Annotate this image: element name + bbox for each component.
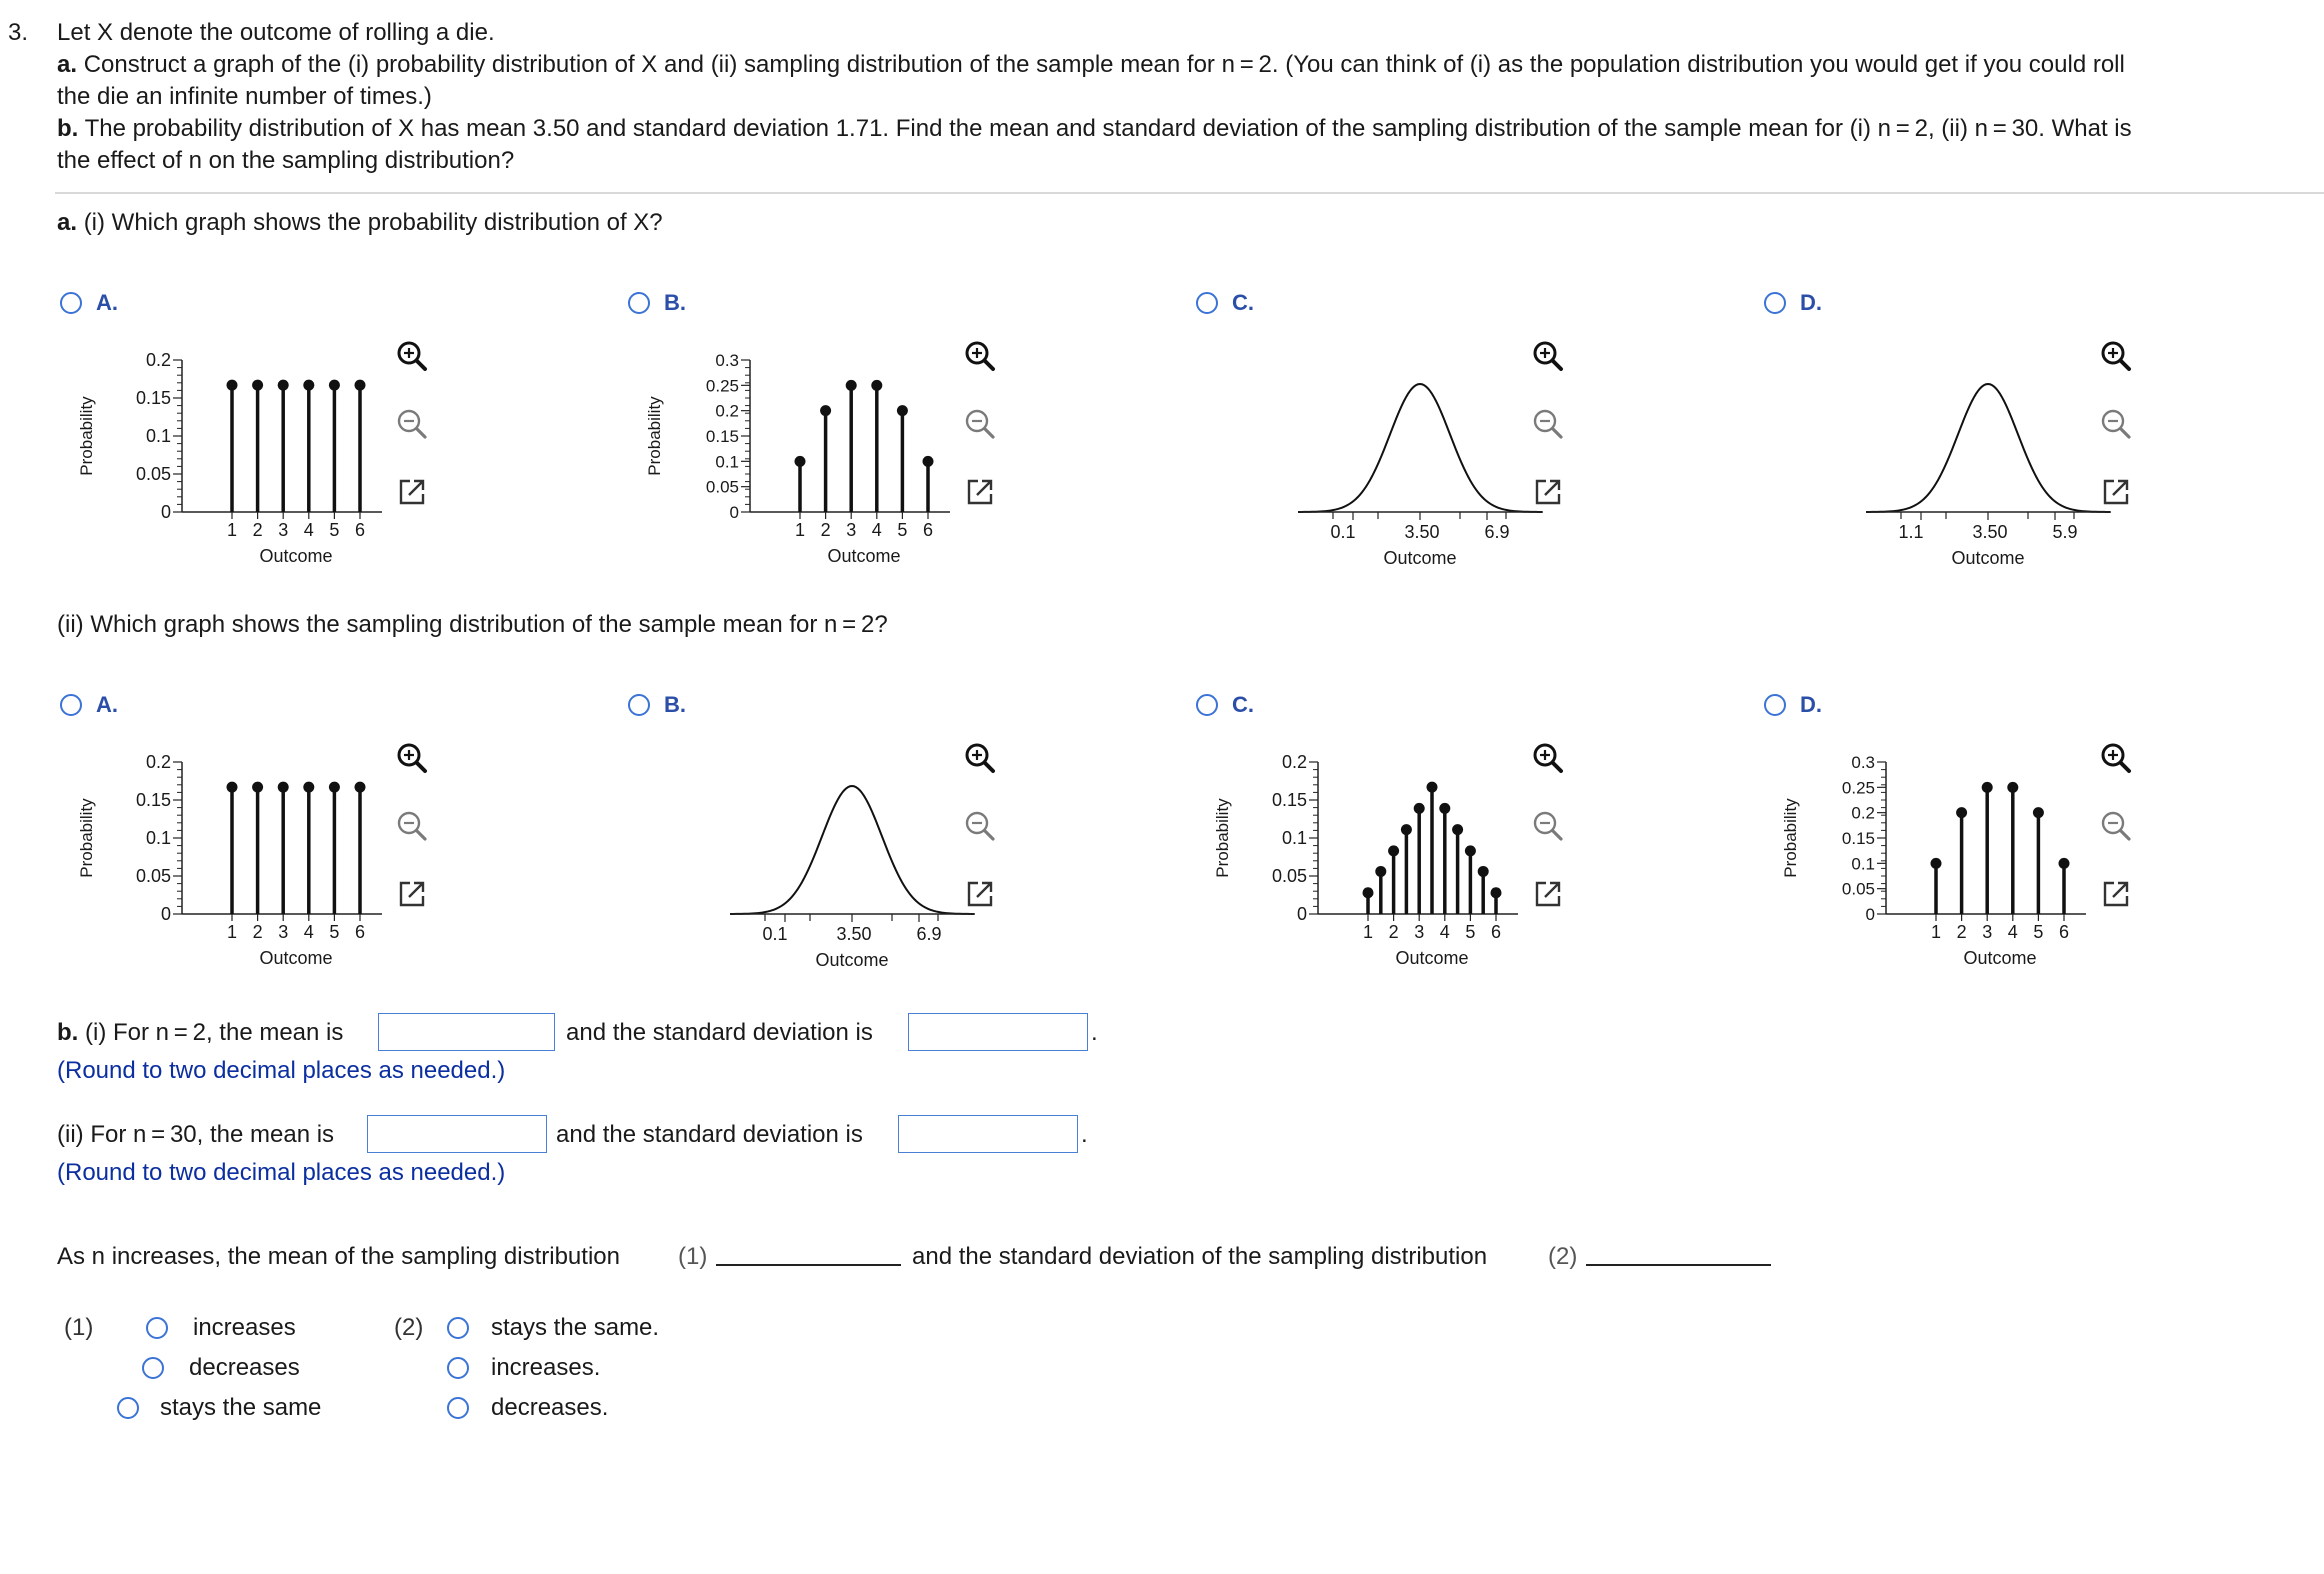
divider [55,192,2324,194]
part-b-ii-mid: and the standard deviation is [556,1121,863,1148]
zoom-out-icon [1528,806,1568,846]
zoom-out-button[interactable] [390,402,434,446]
option-b-prob-dist[interactable] [628,290,686,316]
effect-text-2: and the standard deviation of the sampling distribution [912,1243,1488,1270]
zoom-out-icon [960,404,1000,444]
stem-point [1414,803,1425,814]
sub-a-i-text: (i) Which graph shows the probability distribution of X? [83,209,663,236]
option-letter: C. [1232,692,1254,717]
y-axis-label: Probability [77,396,96,476]
x-tick-label: 3.50 [1972,522,2008,542]
stem-point [2059,858,2070,869]
radio-button[interactable] [142,1357,164,1379]
stem-point [1439,803,1450,814]
x-tick-label: 1 [1930,922,1942,942]
arrow [1545,883,1559,897]
handle [2121,429,2130,438]
handle [1553,429,1562,438]
y-tick-label: 0.25 [705,376,739,396]
x-tick-label: 5 [329,922,340,942]
choice-1-stays[interactable] [117,1397,139,1424]
y-tick-label: 0.1 [1851,854,1875,874]
x-tick-label: 5 [329,520,340,540]
choice-1-increases-label[interactable]: increases [193,1314,296,1341]
stem-point [2033,807,2044,818]
part-b-i-mid: and the standard deviation is [566,1019,873,1046]
part-b-i-label: b. [57,1019,79,1046]
y-tick-label: 0.05 [1271,866,1307,886]
arrow [409,883,423,897]
arrow [409,481,423,495]
popout-icon [392,874,432,914]
x-tick-label: 6 [922,520,934,540]
handle [417,831,426,840]
option-letter: D. [1800,290,1822,315]
normal-curve [1298,384,1542,512]
handle [985,831,994,840]
popout-icon [960,472,1000,512]
choice-2-increases-label[interactable]: increases. [491,1354,601,1381]
y-tick-label: 0.2 [145,350,171,370]
stem-point [252,782,263,793]
blank-2-line[interactable] [1586,1264,1771,1266]
x-tick-label: 5.9 [2052,522,2078,542]
part-a-description [57,49,2125,81]
y-tick-label: 0.05 [705,477,739,497]
x-tick-label: 3 [1414,922,1425,942]
stem-point [820,405,831,416]
zoom-out-icon [2096,404,2136,444]
popout-button[interactable] [390,872,434,916]
zoom-in-icon [2096,336,2136,376]
handle [2121,831,2130,840]
x-tick-label: 6.9 [1484,522,1510,542]
stem-point [1375,866,1386,877]
handle [985,763,994,772]
part-b-i-text: (i) For n = 2, the mean is [85,1019,344,1046]
radio-button[interactable] [628,292,650,314]
part-b-i-prefix [57,1017,343,1049]
option-c-sampling-dist[interactable] [1196,692,1254,718]
handle [417,361,426,370]
zoom-in-button[interactable] [2094,334,2138,378]
zoom-out-icon [392,404,432,444]
handle [417,429,426,438]
stem-point [303,380,314,391]
part-a-label: a. [57,51,78,78]
n2-mean-input[interactable] [378,1013,555,1051]
x-tick-label: 1.1 [1898,522,1924,542]
y-tick-label: 0 [160,502,171,522]
zoom-in-button[interactable] [1526,736,1570,780]
part-b-label: b. [57,115,79,142]
zoom-out-button[interactable] [390,804,434,848]
zoom-in-button[interactable] [390,334,434,378]
chart-r2B [630,732,990,982]
x-axis-label: Outcome [1963,948,2037,968]
y-tick-label: 0.2 [1281,752,1307,772]
round-note-2: (Round to two decimal places as needed.) [57,1159,506,1186]
stem-point [1491,887,1502,898]
zoom-out-icon [392,806,432,846]
blank-1-line[interactable] [716,1264,901,1266]
popout-button[interactable] [390,470,434,514]
option-letter: C. [1232,290,1254,315]
x-axis-label: Outcome [1383,548,1457,568]
choice-2-stays-label[interactable]: stays the same. [491,1314,660,1341]
question-stem: Let X denote the outcome of rolling a die. [57,19,495,46]
zoom-in-button[interactable] [958,736,1002,780]
choice-2-increases[interactable] [447,1357,469,1384]
stem-point [897,405,908,416]
y-tick-label: 0.1 [145,426,171,446]
choice-2-decreases[interactable] [447,1397,469,1424]
zoom-in-button[interactable] [2094,736,2138,780]
y-tick-label: 0.15 [135,790,171,810]
option-letter: A. [96,290,118,315]
y-tick-label: 0.05 [135,464,171,484]
handle [1553,831,1562,840]
popout-button[interactable] [2094,872,2138,916]
normal-curve [1866,384,2110,512]
period-1: . [1091,1019,1098,1046]
blank-1-marker: (1) [678,1243,708,1270]
part-b-description [57,113,2132,145]
normal-curve [730,786,974,914]
radio-button[interactable] [146,1317,168,1339]
y-tick-label: 0.05 [135,866,171,886]
radio-button[interactable] [60,292,82,314]
zoom-in-icon [960,738,1000,778]
stem-point [1427,782,1438,793]
radio-button[interactable] [1196,694,1218,716]
x-tick-label: 0.1 [1330,522,1356,542]
y-tick-label: 0.05 [1841,879,1875,899]
x-tick-label: 3.50 [836,924,872,944]
zoom-out-button[interactable] [2094,804,2138,848]
x-tick-label: 2 [252,520,263,540]
x-tick-label: 3.50 [1404,522,1440,542]
x-tick-label: 1 [226,922,238,942]
stem-point [1931,858,1942,869]
y-tick-label: 0.1 [715,452,739,472]
zoom-in-icon [2096,738,2136,778]
y-tick-label: 0.2 [715,401,739,421]
x-axis-label: Outcome [259,948,333,968]
stem-point [1388,845,1399,856]
stem-point [2007,782,2018,793]
popout-button[interactable] [958,872,1002,916]
handle [417,763,426,772]
y-tick-label: 0.15 [1841,829,1875,848]
zoom-out-button[interactable] [958,402,1002,446]
x-tick-label: 6 [354,520,366,540]
popout-icon [1528,874,1568,914]
stem-point [795,456,806,467]
option-a-sampling-dist[interactable] [60,692,118,718]
x-tick-label: 4 [303,922,314,942]
handle [2121,361,2130,370]
stem-point [278,782,289,793]
period-2: . [1081,1121,1088,1148]
x-tick-label: 6 [2058,922,2070,942]
x-tick-label: 5 [1465,922,1476,942]
y-tick-label: 0.2 [145,752,171,772]
option-letter: B. [664,692,686,717]
choice-2-decreases-label[interactable]: decreases. [491,1394,609,1421]
chart-r2C [1198,732,1558,982]
x-tick-label: 4 [2007,922,2018,942]
stem-point [278,380,289,391]
y-tick-label: 0 [729,503,739,522]
choice-2-stays[interactable] [447,1317,469,1344]
x-tick-label: 6.9 [916,924,942,944]
x-tick-label: 5 [897,520,908,540]
radio-button[interactable] [1764,292,1786,314]
n30-sd-input[interactable] [898,1115,1078,1153]
zoom-out-button[interactable] [2094,402,2138,446]
zoom-in-icon [960,336,1000,376]
stem-point [1956,807,1967,818]
popout-button[interactable] [958,470,1002,514]
arrow [2113,883,2127,897]
stem-point [846,380,857,391]
x-tick-label: 6 [1490,922,1502,942]
part-b-line2: the effect of n on the sampling distribution? [57,147,515,174]
handle [2121,763,2130,772]
radio-button[interactable] [1764,694,1786,716]
zoom-out-icon [2096,806,2136,846]
zoom-in-button[interactable] [390,736,434,780]
choice-1-decreases[interactable] [142,1357,164,1384]
stem-point [1452,824,1463,835]
popout-icon [2096,874,2136,914]
zoom-out-icon [1528,404,1568,444]
sub-a-label: a. [57,209,78,236]
stem-point [871,380,882,391]
radio-button[interactable] [117,1397,139,1419]
x-tick-label: 4 [871,520,882,540]
popout-button[interactable] [2094,470,2138,514]
stem-point [329,380,340,391]
zoom-in-icon [1528,738,1568,778]
arrow [977,481,991,495]
stem-point [303,782,314,793]
radio-button[interactable] [628,694,650,716]
stem-point [329,782,340,793]
y-tick-label: 0 [1865,905,1875,924]
chart-r1C [1198,330,1558,580]
handle [985,429,994,438]
x-tick-label: 1 [226,520,238,540]
x-tick-label: 2 [1956,922,1967,942]
y-tick-label: 0.2 [1851,803,1875,823]
stem-point [355,782,366,793]
choice-1-increases[interactable] [146,1317,168,1344]
radio-button[interactable] [1196,292,1218,314]
x-axis-label: Outcome [827,546,901,566]
blank-2-marker: (2) [1548,1243,1578,1270]
choices-2-marker: (2) [394,1314,424,1341]
x-axis-label: Outcome [1395,948,1469,968]
y-tick-label: 0.3 [715,351,739,370]
x-tick-label: 3 [1982,922,1993,942]
x-tick-label: 1 [1362,922,1374,942]
y-tick-label: 0.1 [145,828,171,848]
option-b-sampling-dist[interactable] [628,692,686,718]
effect-text-1: As n increases, the mean of the sampling distribution [57,1243,620,1270]
y-axis-label: Probability [77,798,96,878]
y-tick-label: 0.15 [135,388,171,408]
y-axis-label: Probability [645,396,664,476]
zoom-in-icon [392,336,432,376]
chart-r1D [1766,330,2126,580]
handle [985,361,994,370]
zoom-in-icon [1528,336,1568,376]
x-axis-label: Outcome [815,950,889,970]
part-a-line2: the die an infinite number of times.) [57,83,432,110]
popout-icon [1528,472,1568,512]
zoom-in-button[interactable] [958,334,1002,378]
zoom-in-button[interactable] [1526,334,1570,378]
y-tick-label: 0.1 [1281,828,1307,848]
option-letter: B. [664,290,686,315]
x-tick-label: 0.1 [762,924,788,944]
x-tick-label: 4 [1439,922,1450,942]
radio-button[interactable] [447,1397,469,1419]
arrow [977,883,991,897]
x-tick-label: 4 [303,520,314,540]
zoom-in-icon [392,738,432,778]
y-tick-label: 0 [1296,904,1307,924]
zoom-out-button[interactable] [958,804,1002,848]
chart-r1A [62,330,422,580]
x-axis-label: Outcome [1951,548,2025,568]
y-axis-label: Probability [1781,798,1800,878]
n30-mean-input[interactable] [367,1115,547,1153]
popout-icon [2096,472,2136,512]
zoom-out-button[interactable] [1526,804,1570,848]
option-c-prob-dist[interactable] [1196,290,1254,316]
stem-point [252,380,263,391]
x-tick-label: 2 [820,520,831,540]
round-note-1: (Round to two decimal places as needed.) [57,1057,506,1084]
stem-point [1982,782,1993,793]
x-tick-label: 2 [1388,922,1399,942]
y-tick-label: 0.15 [705,427,739,446]
x-tick-label: 3 [278,922,289,942]
radio-button[interactable] [60,694,82,716]
stem-point [227,380,238,391]
chart-r1B [630,330,990,580]
choices-1-marker: (1) [64,1314,94,1341]
part-b-ii-prefix: (ii) For n = 30, the mean is [57,1121,335,1148]
stem-point [923,456,934,467]
choice-1-decreases-label[interactable]: decreases [189,1354,300,1381]
popout-button[interactable] [1526,872,1570,916]
x-tick-label: 2 [252,922,263,942]
x-tick-label: 6 [354,922,366,942]
handle [1553,763,1562,772]
option-a-prob-dist[interactable] [60,290,118,316]
option-letter: A. [96,692,118,717]
stem-point [1401,824,1412,835]
choice-1-stays-label[interactable]: stays the same [160,1394,322,1421]
sub-question-a-i [57,207,663,239]
y-tick-label: 0.15 [1271,790,1307,810]
option-d-prob-dist[interactable] [1764,290,1822,316]
y-axis-label: Probability [1213,798,1232,878]
stem-point [1478,866,1489,877]
popout-icon [960,874,1000,914]
option-letter: D. [1800,692,1822,717]
handle [1553,361,1562,370]
zoom-out-button[interactable] [1526,402,1570,446]
radio-button[interactable] [447,1317,469,1339]
option-d-sampling-dist[interactable] [1764,692,1822,718]
x-tick-label: 3 [278,520,289,540]
chart-r2D [1766,732,2126,982]
y-tick-label: 0 [160,904,171,924]
part-b-line1: The probability distribution of X has mean 3.50 and standard deviation 1.71. Find the mean and standard deviation of the sampling distribution of the sample mean for (i) n = 2, (ii) n = 30. What is [84,115,2132,142]
question-number: 3. [8,19,29,46]
stem-point [1465,845,1476,856]
arrow [1545,481,1559,495]
arrow [2113,481,2127,495]
sub-question-a-ii: (ii) Which graph shows the sampling distribution of the sample mean for n = 2? [57,611,888,638]
x-tick-label: 1 [794,520,806,540]
x-tick-label: 5 [2033,922,2044,942]
y-tick-label: 0.25 [1841,778,1875,798]
popout-icon [392,472,432,512]
stem-point [355,380,366,391]
stem-point [227,782,238,793]
x-axis-label: Outcome [259,546,333,566]
popout-button[interactable] [1526,470,1570,514]
n2-sd-input[interactable] [908,1013,1088,1051]
x-tick-label: 3 [846,520,857,540]
part-a-line1: Construct a graph of the (i) probability distribution of X and (ii) sampling distribution of the sample mean for n = 2. (You can think of (i) as the population distribution you would get if you could roll [83,51,2125,78]
radio-button[interactable] [447,1357,469,1379]
stem-point [1363,887,1374,898]
chart-r2A [62,732,422,982]
zoom-out-icon [960,806,1000,846]
y-tick-label: 0.3 [1851,753,1875,772]
